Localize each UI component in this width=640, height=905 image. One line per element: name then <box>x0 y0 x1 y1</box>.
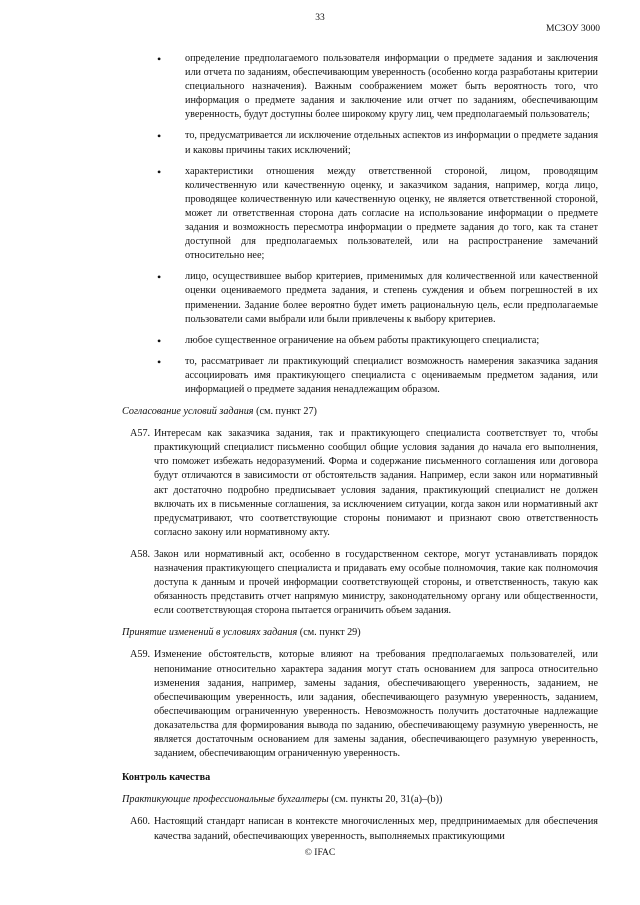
list-item: • лицо, осуществившее выбор критериев, применимых для количественной или качественной оценки оцениваемого предмета задания, и степень суждения и объем погрешностей в их применении. Задание более вероятно будет иметь рациональную цель, если предполагаемые пользователи сами выбрали или были привлечены к выбору критериев. <box>157 270 598 325</box>
section-heading-changes: Принятие изменений в условиях задания (см. пункт 29) <box>122 627 361 639</box>
bullet-icon: • <box>157 129 162 144</box>
bullet-list <box>122 52 598 397</box>
paragraph-a58 <box>122 548 598 618</box>
paragraph-text: Изменение обстоятельств, которые влияют на требования предполагаемых пользователей, или непонимание относительно характера задания могут стать основанием для запроса относительно изменения задания, например, замены задания, обеспечивающего уверенность, заданием, не обеспечивающим уверенность, или задания, обеспечивающего разумную уверенность, заданием, обеспечивающим ограниченную уверенность. Невозможность получить достаточные надлежащие доказательства для формирования вывода по заданию, обеспечивающему разумную уверенность, не является достаточным основанием для замены задания, обеспечивающего разумную уверенность, заданием, обеспечивающим ограниченную уверенность. <box>154 649 598 760</box>
paragraph-text: Закон или нормативный акт, особенно в государственном секторе, могут устанавливать порядок назначения практикующего специалиста и придавать ему особые полномочия, такие как полномочия доступа к данным и прочей информации соответствующей стороны, и ответственность, такую как обязанность представить отчет напрямую министру, законодательному органу или общественности, если соответствующая сторона пытается ограничить объем задания. <box>154 548 598 617</box>
paragraph-number: A57. <box>130 428 151 440</box>
standard-code: МСЗОУ 3000 <box>546 24 600 34</box>
bullet-icon: • <box>157 270 162 285</box>
list-item: • то, рассматривает ли практикующий специалист возможность намерения заказчика задания ассоциировать имя практикующего специалиста с оцениваемым предметом задания, или информацией о предмете задания ненадлежащим образом. <box>157 354 598 395</box>
footer-copyright: © IFAC <box>304 848 336 858</box>
paragraph-number: A59. <box>130 649 151 661</box>
section-heading-quality: Контроль качества <box>122 772 211 784</box>
paragraph-a60 <box>122 815 598 843</box>
page-number: 33 <box>315 13 325 23</box>
paragraph-text: Интересам как заказчика задания, так и практикующего специалиста соответствует то, чтобы практикующий специалист письменно сообщил общие условия задания до начала его выполнения, что поможет избежать недоразумений. Форма и содержание письменного соглашения или договора будут отличаются в зависимости от обстоятельств задания. Например, если закон или нормативный акт достаточно подробно предписывает условия задания, практикующий специалист не должен включать их в письменные соглашения, за исключением ситуации, когда закон или нормативный акт предусматривают, что соответствующие стороны понимают и признают свою ответственность согласно закону или нормативному акту. <box>154 428 598 538</box>
page-content <box>122 52 598 852</box>
paragraph-number: A58. <box>130 548 151 560</box>
paragraph-number: A60. <box>130 816 151 828</box>
paragraph-a59 <box>122 648 598 761</box>
list-item: • то, предусматривается ли исключение отдельных аспектов из информации о предмете задания и каковы причины таких исключений; <box>157 129 598 156</box>
list-item: • определение предполагаемого пользователя информации о предмете задания и заключения или отчета по заданиям, обеспечивающим уверенность (особенно когда разработаны критерии специального назначения). Важным соображением может быть вероятность того, что информация о предмете задания и заключение или отчет по заданиям, обеспечивающим уверенность, будут доступны более широкому кругу лиц, чем предполагаемый пользователь; <box>157 52 598 121</box>
bullet-icon: • <box>157 52 162 66</box>
paragraph-text: Настоящий стандарт написан в контексте многочисленных мер, предпринимаемых для обеспечения качества заданий, обеспечивающих уверенность, выполняемых практикующими <box>154 816 598 842</box>
bullet-icon: • <box>157 354 162 369</box>
list-item: • любое существенное ограничение на объем работы практикующего специалиста; <box>157 333 540 348</box>
section-heading-accountants: Практикующие профессиональные бухгалтеры (см. пункты 20, 31(a)–(b)) <box>122 794 443 806</box>
bullet-icon: • <box>157 164 162 179</box>
bullet-icon: • <box>157 333 162 348</box>
paragraph-a57 <box>122 427 598 540</box>
section-heading-agreeing: Согласование условий задания (см. пункт 27) <box>122 406 317 418</box>
list-item: • характеристики отношения между ответственной стороной, лицом, проводящим количественную или качественную оценку, и заказчиком задания, например, когда лицо, проводящее количественную или качественную оценку, не является ответственной стороной, может ли ответственная сторона дать согласие на использование информации о предмете задания и возможность пересмотра информации о предмете задания до того, как та станет доступной для предполагаемых пользователей, или на распространение замечаний относительно нее; <box>157 164 598 262</box>
